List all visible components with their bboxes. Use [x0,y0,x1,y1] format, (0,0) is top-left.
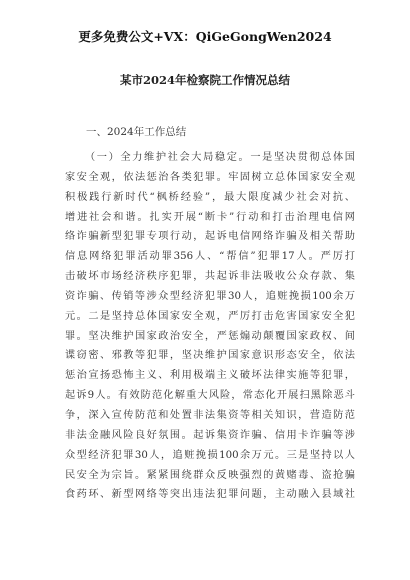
body-line: 非法金融风险良好氛围。起诉集资诈骗、信用卡诈骗等涉 [65,429,355,441]
body-line: 增进社会和谐。扎实开展“断卡”行动和打击治理电信网 [65,211,355,223]
body-line: 络诈骗新型犯罪专项行动，起诉电信网络诈骗及相关帮助 [65,231,355,243]
body-line: 积极践行新时代“枫桥经验”，最大限度减少社会对抗、 [65,191,355,203]
body-line: 罪。坚决维护国家政治安全，严惩煽动颠覆国家政权、间 [65,330,355,342]
body-line: （一）全力维护社会大局稳定。一是坚决贯彻总体国 [85,152,355,163]
body-line: 元。二是坚持总体国家安全观，严厉打击危害国家安全犯 [65,310,355,322]
body-line: 民安全为宗旨。紧紧围绕群众反映强烈的黄赌毒、盗抢骗 [65,469,355,481]
body-line: 谍窃密、邪教等犯罪，坚决维护国家意识形态安全，依法 [65,350,355,362]
body-line: 信息网络犯罪活动罪356人、“帮信”犯罪17人。严厉打 [65,251,355,263]
body-line: 家安全观，依法惩治各类犯罪。牢固树立总体国家安全观 [65,171,355,183]
body-line: 资诈骗、传销等涉众型经济犯罪30人，追赃挽损100余万 [65,290,355,302]
body-line: 惩治宣扬恐怖主义、利用极端主义破坏法律实施等犯罪， [65,370,355,382]
watermark-header: 更多免费公文+VX：QiGeGongWen2024 [78,29,332,44]
body-line: 起诉9人。有效防范化解重大风险，常态化开展扫黑除恶斗 [65,390,355,402]
body-line: 击破坏市场经济秩序犯罪，共起诉非法吸收公众存款、集 [65,271,355,283]
body-line: 食药环、新型网络等突出违法犯罪问题，主动融入县域社 [65,489,355,501]
document-title: 某市2024年检察院工作情况总结 [119,73,290,87]
body-line: 众型经济犯罪30人，追赃挽损100余万元。三是坚持以人 [65,449,355,461]
section-heading: 一、2024年工作总结 [86,126,187,138]
body-text [65,148,355,505]
body-line: 争，深入宣传防范和处置非法集资等相关知识，营造防范 [65,409,355,421]
